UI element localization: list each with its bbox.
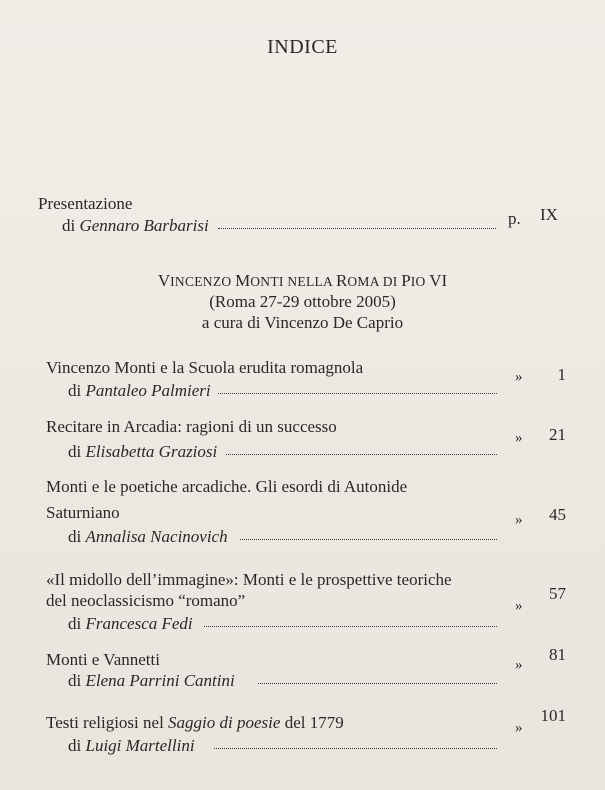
section-title-part: IO	[410, 274, 430, 289]
section-title-part: VI	[429, 271, 448, 290]
entry-title-line	[46, 713, 344, 733]
entry-title-line: Saturniano	[46, 503, 120, 522]
ditto-mark: »	[515, 369, 523, 385]
section-dates: (Roma 27-29 ottobre 2005)	[209, 292, 396, 311]
leader-dots	[218, 393, 497, 394]
page-number: 45	[549, 505, 566, 524]
ditto-mark: »	[515, 598, 523, 614]
entry-title-line: «Il midollo dell’immagine»: Monti e le prospettive teoriche	[46, 570, 452, 589]
entry-author: Pantaleo Palmieri	[85, 381, 211, 400]
leader-dots	[214, 748, 497, 749]
leader-dots	[204, 626, 497, 627]
entry-title-part: del 1779	[280, 713, 344, 732]
by-word: di	[68, 527, 86, 546]
entry-author-line	[62, 216, 209, 236]
entry-author-line	[68, 736, 195, 756]
entry-author: Annalisa Nacinovich	[85, 527, 228, 546]
by-word: di	[68, 614, 86, 633]
page-number: IX	[540, 205, 558, 224]
by-word: di	[68, 671, 86, 690]
ditto-mark: »	[515, 430, 523, 446]
entry-title-line: Monti e le poetiche arcadiche. Gli esordi di Autonide	[46, 477, 408, 496]
entry-author: Elena Parrini Cantini	[85, 671, 235, 690]
entry-author: Elisabetta Graziosi	[85, 442, 218, 461]
entry-title: Presentazione	[38, 194, 133, 213]
entry-author-line	[68, 671, 235, 691]
page-number: 57	[549, 584, 566, 603]
section-title-part: R	[336, 271, 348, 290]
section-title-part: OMA DI	[347, 274, 402, 289]
entry-title-line: Vincenzo Monti e la Scuola erudita romagnola	[46, 358, 364, 377]
page-number: 101	[540, 706, 566, 725]
by-word: di	[68, 381, 86, 400]
section-title-part: V	[157, 271, 171, 290]
entry-author: Francesca Fedi	[85, 614, 193, 633]
entry-title-part: Testi religiosi nel	[46, 713, 169, 732]
entry-author: Luigi Martellini	[85, 736, 195, 755]
section-title-part: M	[235, 271, 251, 290]
page-number: 21	[549, 425, 566, 444]
section-title-part: ONTI NELLA	[250, 274, 337, 289]
entry-title-part: Saggio di poesie	[168, 713, 281, 732]
entry-author-line	[68, 527, 228, 547]
entry-author-line	[68, 614, 193, 634]
page-number: 1	[557, 365, 566, 384]
leader-dots	[226, 454, 497, 455]
section-editor: a cura di Vincenzo De Caprio	[201, 313, 404, 332]
leader-dots	[258, 683, 497, 684]
entry-title-line: del neoclassicismo “romano”	[46, 591, 246, 610]
section-title-part: INCENZO	[170, 274, 236, 289]
section-title-part: P	[401, 271, 411, 290]
entry-title-line: Monti e Vannetti	[46, 650, 160, 669]
entry-title-line: Recitare in Arcadia: ragioni di un successo	[46, 417, 337, 436]
entry-author: Gennaro Barbarisi	[79, 216, 209, 235]
page-number: 81	[549, 645, 566, 664]
entry-author-line	[68, 442, 217, 462]
ditto-mark: »	[515, 512, 523, 528]
page-prefix: p.	[508, 209, 521, 228]
by-word: di	[68, 736, 86, 755]
by-word: di	[62, 216, 76, 235]
entry-author-line	[68, 381, 211, 401]
ditto-mark: »	[515, 720, 523, 736]
by-word: di	[68, 442, 86, 461]
section-title	[0, 271, 605, 291]
ditto-mark: »	[515, 657, 523, 673]
leader-dots	[240, 539, 497, 540]
index-heading: INDICE	[267, 36, 338, 58]
leader-dots	[218, 228, 496, 229]
